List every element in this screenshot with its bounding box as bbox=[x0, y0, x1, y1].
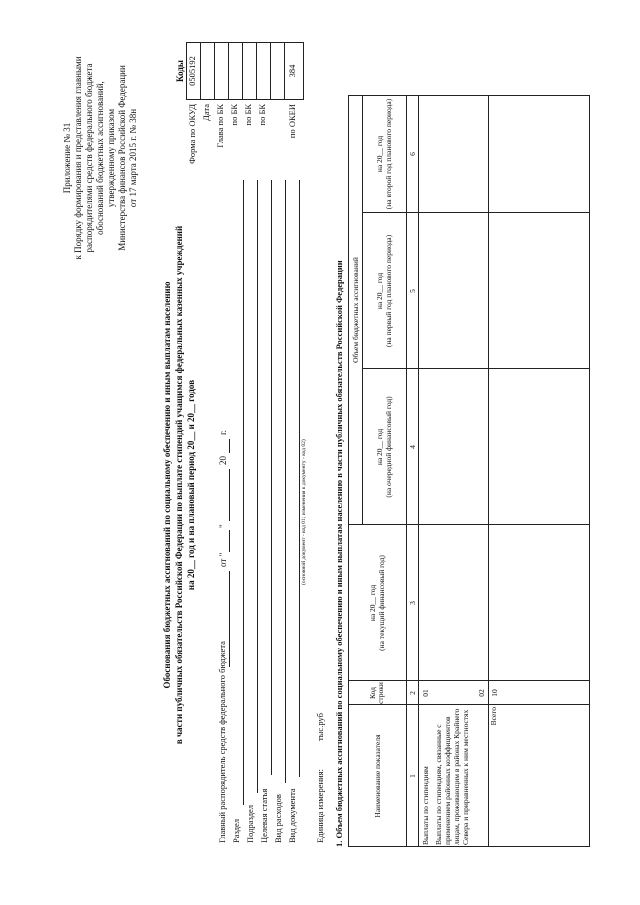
document-title-line3: на 20__ год и на плановый период 20__ и 20__ годов bbox=[186, 379, 196, 591]
field-label-podrazdel: Подраздел bbox=[245, 804, 255, 843]
section-heading: 1. Объем бюджетных ассигнований по социальному обеспечению и иным выплатам населению в части публичных обязательств Российской Федерации bbox=[334, 260, 344, 847]
codes-label-glava: Глава по БК bbox=[215, 104, 225, 148]
header-year-plan2 bbox=[362, 95, 406, 213]
total-label: Всего bbox=[489, 707, 498, 726]
field-line-podrazdel bbox=[257, 180, 258, 793]
col-number: 1 bbox=[407, 774, 417, 778]
col-number: 2 bbox=[407, 691, 417, 695]
codes-value-okud: 0505192 bbox=[187, 56, 197, 86]
appendix-line: утвержденному приказом bbox=[106, 108, 116, 208]
field-label-chief-manager: Главный распорядитель средств федерального бюджета bbox=[217, 641, 227, 843]
codes-label-date: Дата bbox=[201, 104, 211, 121]
table-row-code: 01 bbox=[420, 689, 430, 697]
codes-label-bk: по БК bbox=[257, 104, 267, 126]
codes-value-okei: 384 bbox=[287, 64, 297, 78]
year-current-line2: (на текущий финансовый год) bbox=[377, 555, 386, 651]
year-next-line1: на 20__ год bbox=[375, 428, 384, 466]
field-line-razdel bbox=[243, 180, 244, 805]
field-line-doc-type bbox=[299, 180, 300, 777]
header-volume: Объем бюджетных ассигнований bbox=[350, 257, 360, 363]
codes-header: Коды bbox=[175, 60, 185, 82]
unit-label: Единица измерения: bbox=[315, 769, 325, 843]
field-label-expense-type: Вид расходов bbox=[273, 794, 283, 843]
codes-divider bbox=[284, 42, 285, 100]
date-year-prefix: 20 bbox=[218, 456, 228, 465]
header-row-code: Код строки bbox=[367, 682, 385, 704]
codes-label-bk: по БК bbox=[229, 104, 239, 126]
date-year-blank bbox=[229, 439, 230, 453]
doc-type-note: (основной документ - код 01; изменения к документу - код 02) bbox=[301, 439, 307, 585]
field-label-razdel: Раздел bbox=[231, 818, 241, 843]
field-label-doc-type: Вид документа bbox=[287, 788, 297, 843]
date-quote: " bbox=[218, 524, 228, 528]
header-year-next bbox=[362, 369, 406, 525]
field-line-target-article bbox=[271, 180, 272, 775]
total-code: 10 bbox=[489, 689, 499, 697]
year-plan1-line1: на 20__ год bbox=[375, 272, 384, 310]
table-hline bbox=[488, 95, 489, 847]
col-number: 4 bbox=[407, 445, 417, 449]
codes-label-bk: по БК bbox=[243, 104, 253, 126]
field-line-expense-type bbox=[285, 180, 286, 783]
table-row-name: Выплаты по стипендиям, связанные с применением районных коэффициентов лицам, проживающим в районах Крайнего Севера и приравненных к ним местностях bbox=[434, 708, 470, 845]
codes-divider bbox=[270, 42, 271, 100]
codes-divider bbox=[256, 42, 257, 100]
year-current-line1: на 20__ год bbox=[368, 584, 377, 622]
appendix-line: от 17 марта 2015 г. № 38н bbox=[128, 108, 138, 208]
col-number: 3 bbox=[407, 601, 417, 605]
year-plan1-line2: (на первый год планового периода) bbox=[384, 234, 393, 348]
codes-label-okei: по ОКЕИ bbox=[287, 104, 297, 139]
field-line-chief-manager bbox=[229, 571, 230, 667]
document-title-line1: Обоснования бюджетных ассигнований по социальному обеспечению и иным выплатам населению bbox=[162, 281, 172, 689]
appendix-line: Приложение № 31 bbox=[62, 122, 72, 194]
document-title-line2: в части публичных обязательств Российской Федерации по выплате стипендий учащимся федеральных казенных учреждений bbox=[174, 225, 184, 745]
appendix-line: Министерства финансов Российской Федерации bbox=[117, 65, 127, 251]
table-row-code: 02 bbox=[476, 689, 486, 697]
appendix-line: распорядителями средств федерального бюджета bbox=[84, 63, 94, 253]
header-indicator-name: Наименование показателя bbox=[372, 734, 382, 818]
date-day-blank bbox=[229, 530, 230, 552]
col-number: 5 bbox=[407, 289, 417, 293]
year-next-line2: (на очередной финансовый год) bbox=[384, 396, 393, 498]
codes-divider bbox=[242, 42, 243, 100]
header-year-current bbox=[348, 525, 406, 681]
codes-divider bbox=[200, 42, 201, 100]
field-label-target-article: Целевая статья bbox=[259, 788, 269, 843]
year-plan2-line1: на 20__ год bbox=[375, 135, 384, 173]
header-year-plan1 bbox=[362, 213, 406, 369]
table-row-name: Выплаты по стипендиям bbox=[420, 766, 430, 845]
codes-divider bbox=[228, 42, 229, 100]
codes-divider bbox=[214, 42, 215, 100]
appendix-line: к Порядку формирования и представления главными bbox=[73, 56, 83, 260]
appendix-line: обоснований бюджетных ассигнований, bbox=[95, 81, 105, 235]
date-prefix: от " bbox=[218, 552, 228, 567]
col-number: 6 bbox=[407, 152, 417, 156]
date-suffix: г. bbox=[218, 430, 228, 435]
codes-label-okud: Форма по ОКУД bbox=[187, 104, 197, 164]
date-month-blank bbox=[229, 469, 230, 521]
year-plan2-line2: (на второй год планового периода) bbox=[384, 98, 393, 210]
unit-value: тыс.руб bbox=[315, 713, 325, 741]
